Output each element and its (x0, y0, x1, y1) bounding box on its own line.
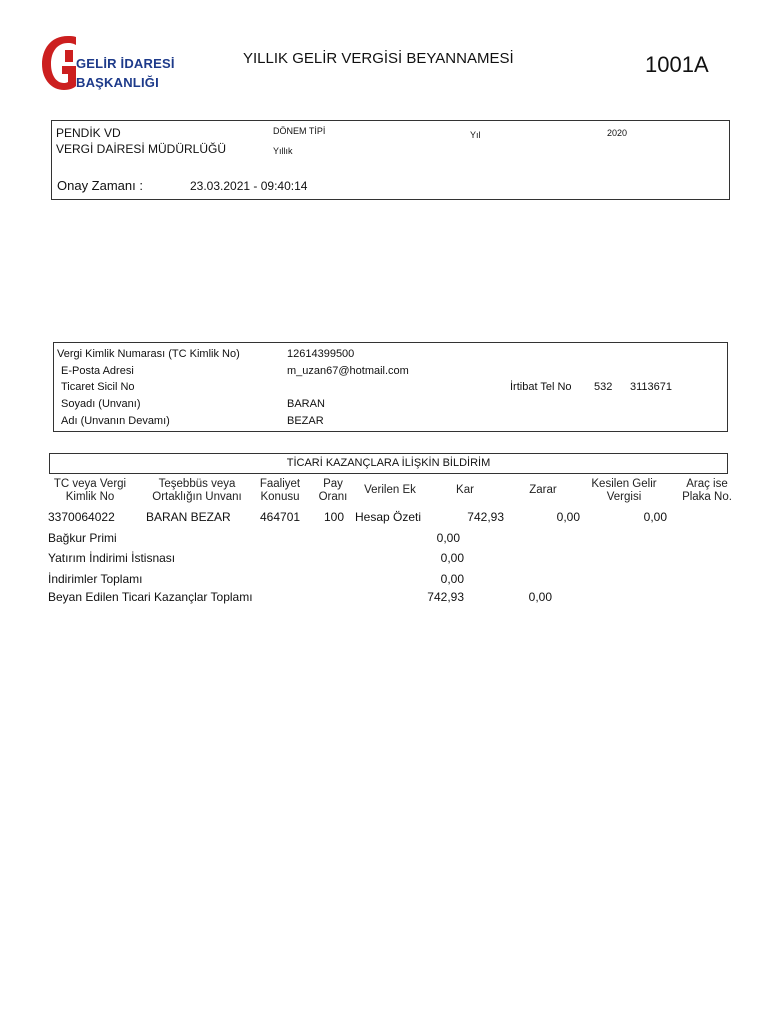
col-header-enterprise (140, 478, 254, 504)
logo-line1: GELİR İDARESİ (76, 56, 175, 71)
row-attachment: Hesap Özeti (355, 510, 422, 524)
period-type-label: DÖNEM TİPİ (273, 126, 326, 136)
col-header-profit: Kar (456, 484, 474, 496)
bagkur-label: Bağkur Primi (48, 531, 117, 545)
row-profit: 742,93 (467, 510, 504, 524)
col-header-withholding-l2: Vergisi (606, 491, 642, 503)
investment-label: Yatırım İndirimi İstisnası (48, 551, 176, 565)
col-header-plate-l2: Plaka No. (682, 491, 732, 503)
col-header-activity (252, 478, 308, 504)
name-value: BEZAR (287, 415, 324, 427)
email-value: m_uzan67@hotmail.com (287, 365, 409, 377)
office-name: PENDİK VD (56, 126, 121, 140)
approval-value: 23.03.2021 - 09:40:14 (190, 179, 308, 193)
period-type-value: Yıllık (273, 146, 293, 156)
office-box (51, 120, 730, 200)
deductions-label: İndirimler Toplamı (48, 572, 143, 586)
row-loss: 0,00 (556, 510, 580, 524)
vkn-value: 12614399500 (287, 348, 355, 360)
bagkur-value: 0,00 (436, 531, 460, 545)
phone-area: 532 (594, 381, 613, 393)
row-enterprise: BARAN BEZAR (146, 510, 231, 524)
col-header-withholding (582, 478, 666, 504)
col-header-activity-l1: Faaliyet (259, 478, 301, 490)
phone-number: 3113671 (630, 381, 673, 393)
row-share: 100 (324, 510, 345, 524)
col-header-share-l1: Pay (323, 478, 343, 490)
year-value: 2020 (607, 128, 628, 138)
col-header-tc-l2: Kimlik No (65, 491, 115, 503)
row-tc: 3370064022 (48, 510, 115, 524)
surname-label: Soyadı (Unvanı) (61, 398, 141, 410)
col-header-withholding-l1: Kesilen Gelir (591, 478, 657, 490)
total-label: Beyan Edilen Ticari Kazançlar Toplamı (48, 590, 253, 604)
vkn-label: Vergi Kimlik Numarası (TC Kimlik No) (57, 348, 240, 360)
col-header-enterprise-l1: Teşebbüs veya (158, 478, 236, 490)
col-header-plate-l1: Araç ise (686, 478, 728, 490)
phone-label: İrtibat Tel No (510, 381, 572, 393)
col-header-attachment: Verilen Ek (364, 484, 416, 496)
year-label: Yıl (470, 130, 481, 140)
row-activity: 464701 (260, 510, 301, 524)
col-header-enterprise-l2: Ortaklığın Unvanı (152, 491, 242, 503)
logo-i-shape (65, 50, 73, 62)
col-header-activity-l2: Konusu (260, 491, 300, 503)
deductions-value: 0,00 (440, 572, 464, 586)
col-header-plate (674, 478, 740, 504)
col-header-tc-l1: TC veya Vergi (53, 478, 127, 490)
email-label: E-Posta Adresi (61, 365, 134, 377)
office-label: VERGİ DAİRESİ MÜDÜRLÜĞÜ (56, 142, 227, 156)
col-header-share-l2: Oranı (318, 491, 348, 503)
investment-value: 0,00 (440, 551, 464, 565)
logo-line2: BAŞKANLIĞI (76, 75, 159, 90)
name-label: Adı (Unvanın Devamı) (61, 415, 170, 427)
total-loss: 0,00 (528, 590, 552, 604)
commercial-section-title: TİCARİ KAZANÇLARA İLİŞKİN BİLDİRİM (286, 457, 491, 469)
approval-label: Onay Zamanı : (57, 178, 143, 193)
col-header-tc (42, 478, 138, 504)
surname-value: BARAN (287, 398, 325, 410)
logo-g-shape (42, 36, 76, 90)
form-number: 1001A (645, 52, 709, 77)
form-title: YILLIK GELİR VERGİSİ BEYANNAMESİ (243, 50, 514, 67)
col-header-loss: Zarar (529, 484, 557, 496)
trade-reg-label: Ticaret Sicil No (61, 381, 135, 393)
total-profit: 742,93 (427, 590, 464, 604)
row-withholding: 0,00 (643, 510, 667, 524)
col-header-share (312, 478, 354, 504)
logo-text (76, 54, 175, 92)
